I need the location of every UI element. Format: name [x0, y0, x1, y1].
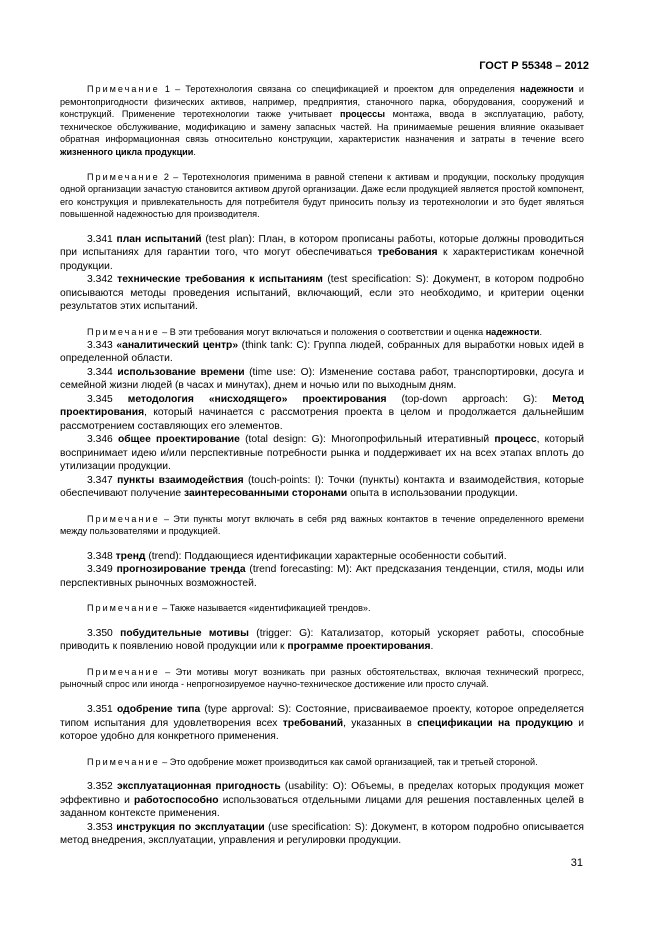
- bold-term: побудительные мотивы: [120, 627, 249, 639]
- paragraph-spacer: [60, 159, 584, 171]
- bold-term: требования: [377, 247, 438, 259]
- bold-term: тренд: [115, 550, 146, 562]
- term-definition: [60, 393, 584, 434]
- text-run: (time use: O): Изменение состава работ, транспортировки, досуга и семейной жизни людей (в часах и минутах), днем и ночью или по выходным дням.: [60, 366, 584, 392]
- term-definition: [60, 550, 584, 564]
- paragraph-spacer: [60, 590, 584, 602]
- term-definition: [60, 366, 584, 393]
- bold-term: эксплуатационная пригодность: [117, 781, 281, 793]
- note-label: Примечание: [87, 171, 160, 182]
- paragraph-spacer: [60, 501, 584, 513]
- bold-term: надежности: [519, 84, 574, 94]
- bold-term: заинтересованными сторонами: [183, 488, 348, 500]
- bold-term: использование времени: [117, 366, 245, 378]
- text-run: монтажа, ввода в эксплуатацию, работу, техническое обслуживание, модификацию и замену запасных частей. На принимаемые решения влияние оказывает обратная информационная связь относительно конструкции, характеристик назначения и затраты в течение всего: [60, 109, 584, 145]
- term-definition: [60, 339, 584, 366]
- text-run: 3.349: [87, 564, 117, 576]
- text-run: к характеристикам конечной продукции.: [60, 247, 585, 272]
- document-body: [60, 83, 584, 848]
- text-run: – Эти пункты могут включать в себя ряд важных контактов в течение определенного времени между пользователями и продукцией.: [60, 513, 584, 537]
- text-run: 3.347: [87, 474, 118, 486]
- bold-term: работоспособно: [134, 794, 219, 806]
- bold-term: программе проектирования: [287, 641, 431, 653]
- text-run: (top-down approach: G):: [386, 393, 553, 405]
- bold-term: требований: [282, 717, 344, 729]
- term-definition: [60, 474, 584, 501]
- text-run: 3.352: [87, 781, 117, 793]
- paragraph-spacer: [60, 768, 584, 780]
- text-run: использоваться отдельными лицами для решения поставленных целей в заданном контексте применения.: [60, 794, 585, 820]
- bold-term: процесс: [494, 434, 537, 446]
- term-definition: [60, 780, 584, 821]
- text-run: (think tank: C): Группа людей, собранных для выработки новых идей в определенной области.: [60, 339, 584, 365]
- note-paragraph: [60, 171, 584, 221]
- note-paragraph: [60, 326, 584, 339]
- bold-term: одобрение типа: [117, 704, 201, 715]
- bold-term: общее проектирование: [118, 434, 240, 446]
- text-run: – Также называется «идентификацией трендов».: [159, 603, 371, 614]
- document-header: ГОСТ Р 55348 – 2012: [479, 60, 589, 72]
- note-label: Примечание: [87, 666, 160, 677]
- bold-term: спецификации на продукцию: [417, 717, 573, 729]
- text-run: – Это одобрение может производиться как самой организацией, так и третьей стороной.: [159, 756, 538, 767]
- bold-term: надежности: [485, 326, 540, 337]
- term-definition: [60, 821, 584, 848]
- bold-term: инструкция по эксплуатации: [116, 821, 265, 833]
- text-run: – Эти мотивы могут возникать при разных обстоятельствах, включая технический прогресс, рыночный спрос или иногда - непрогнозируемое научно-техническое достижение или просто случай.: [60, 666, 584, 690]
- page-number: 31: [570, 857, 583, 869]
- text-run: 3.341: [87, 233, 117, 245]
- bold-term: жизненного цикла продукции: [60, 146, 194, 157]
- bold-term: Метод проектирования: [60, 393, 584, 419]
- text-run: – В эти требования могут включаться и положения о соответствии и оценка: [159, 326, 486, 337]
- term-definition: [60, 433, 584, 474]
- bold-term: прогнозирование тренда: [116, 564, 246, 576]
- paragraph-spacer: [60, 654, 584, 666]
- text-run: 3.351: [87, 704, 117, 715]
- note-paragraph: [60, 83, 584, 159]
- text-run: (total design: G): Многопрофильный итеративный: [239, 434, 495, 446]
- note-label: Примечание: [87, 326, 160, 337]
- text-run: (trend forecasting: M): Акт предсказания тенденции, стиля, моды или перспективных рыночных возможностей.: [60, 564, 585, 589]
- bold-term: план испытаний: [116, 233, 202, 245]
- text-run: 3.343: [87, 339, 117, 351]
- text-run: и которое удобно для конкретного применения.: [60, 717, 584, 742]
- text-run: 3.342: [87, 274, 118, 286]
- text-run: , который начинается с рассмотрения проекта в целом и продолжается дальнейшим рассмотрением составляющих его элементов.: [60, 407, 584, 432]
- note-label: Примечание: [87, 603, 160, 614]
- bold-term: процессы: [339, 109, 385, 120]
- note-paragraph: [60, 666, 584, 691]
- text-run: и ремонтопригодности физических активов, например, предприятия, станочного парка, оборудования, сооружений и конструкций. Применение теротехнологии также учитывает: [60, 84, 585, 120]
- text-run: (touch-points: I): Точки (пункты) контакта и взаимодействия, которые обеспечивают получение: [60, 474, 584, 500]
- text-run: (type approval: S): Состояние, присваиваемое проекту, которое определяется типом испытания для удовлетворения всех: [60, 704, 584, 729]
- text-run: опыта в использовании продукции.: [347, 488, 518, 500]
- text-run: 2 – Теротехнология применима в равной степени к активам и продукции, поскольку продукция одной организации зачастую становится активом другой организации. Даже если продукцией является простой компонент, его конструкция и привлекательность для потребителя будут приносить пользу из теротехнологии и это будет являться повышенной надежностью для производителя.: [60, 171, 584, 220]
- text-run: 3.344: [87, 366, 118, 378]
- term-definition: [60, 563, 584, 590]
- text-run: 1 – Теротехнология связана со спецификацией и проектом для определения: [159, 84, 520, 94]
- note-label: Примечание: [87, 513, 160, 524]
- term-definition: [60, 703, 584, 744]
- paragraph-spacer: [60, 314, 584, 326]
- text-run: (trend): Поддающиеся идентификации характерные особенности событий.: [145, 550, 507, 562]
- bold-term: «аналитический центр»: [116, 339, 239, 351]
- text-run: .: [430, 641, 434, 653]
- paragraph-spacer: [60, 538, 584, 550]
- note-paragraph: [60, 756, 584, 769]
- text-run: 3.345: [87, 393, 128, 405]
- term-definition: [60, 233, 584, 274]
- bold-term: методология «нисходящего» проектирования: [127, 393, 387, 405]
- paragraph-spacer: [60, 221, 584, 233]
- note-label: Примечание: [87, 756, 160, 767]
- paragraph-spacer: [60, 615, 584, 627]
- bold-term: пункты взаимодействия: [117, 474, 244, 486]
- note-label: Примечание: [87, 84, 160, 94]
- text-run: (usability: O): Объемы, в пределах которых продукция может эффективно и: [60, 781, 584, 806]
- note-paragraph: [60, 602, 584, 615]
- text-run: 3.350: [87, 627, 121, 639]
- text-run: (test specification: S): Документ, в котором подробно описываются методы проведения испытаний, включающий, если это необходимо, и критерии оценки результатов этих испытаний.: [60, 274, 584, 313]
- text-run: .: [193, 146, 196, 157]
- text-run: , который воспринимает идею и/или перспективные потребности рынка и поддерживает их на всех этапах вплоть до утилизации продукции.: [60, 434, 584, 473]
- bold-term: технические требования к испытаниям: [117, 274, 323, 286]
- text-run: (trigger: G): Катализатор, который ускоряет работы, способные приводить к появлению новой продукции или к: [60, 627, 584, 653]
- text-run: , указанных в: [343, 717, 418, 729]
- paragraph-spacer: [60, 691, 584, 703]
- term-definition: [60, 273, 584, 314]
- paragraph-spacer: [60, 744, 584, 756]
- term-definition: [60, 627, 584, 654]
- text-run: (use specification: S): Документ, в котором подробно описывается метод внедрения, эксплуатации, управления и регулировки продукции.: [60, 821, 584, 847]
- text-run: 3.353: [87, 821, 117, 833]
- note-paragraph: [60, 513, 584, 538]
- text-run: (test plan): План, в котором прописаны работы, которые должны проводиться при испытаниях для гарантии того, что могут обеспечиваться: [60, 233, 584, 259]
- text-run: 3.346: [87, 434, 118, 446]
- text-run: 3.348: [87, 550, 116, 562]
- text-run: .: [539, 326, 542, 337]
